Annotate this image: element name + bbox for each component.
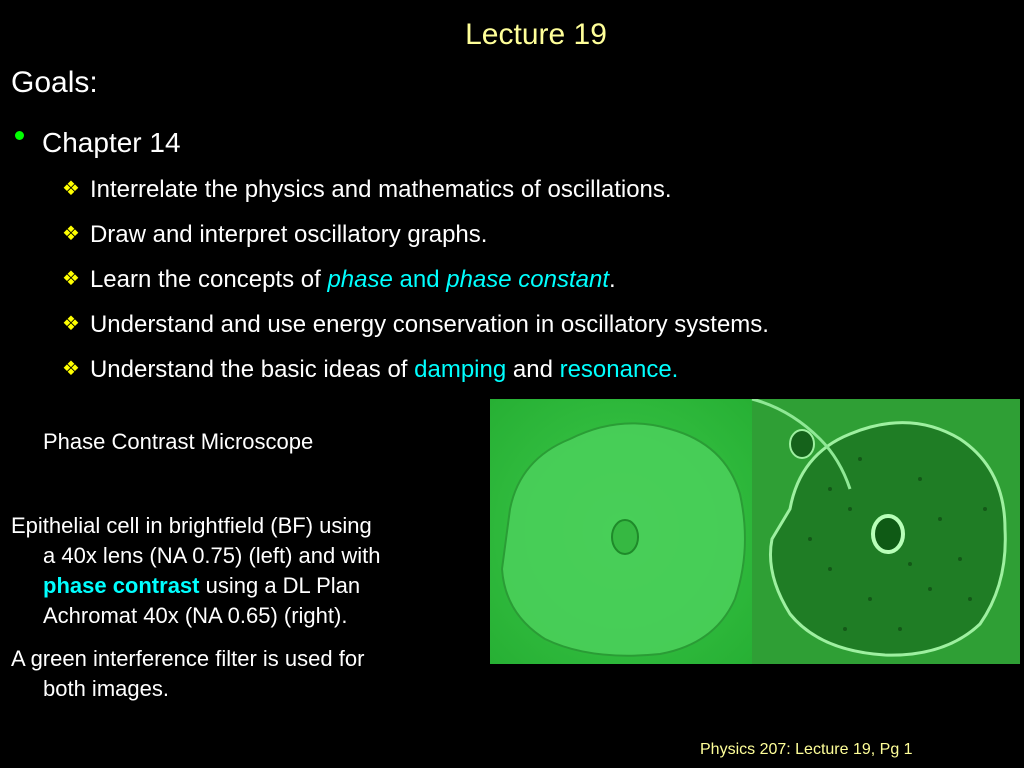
goal-text: Learn the concepts of [89, 266, 328, 293]
diamond-bullet-icon: ❖ [62, 268, 80, 290]
diamond-bullet-icon: ❖ [62, 313, 80, 335]
bullet-chapter [11, 127, 181, 159]
goal-item [62, 221, 487, 249]
goal-text: and [392, 266, 447, 293]
highlight-term: phase contrast [43, 573, 200, 598]
goal-item [62, 176, 672, 204]
description-line [11, 571, 486, 601]
highlight-term: damping [414, 356, 507, 383]
green-dot-icon [15, 131, 24, 140]
description-paragraph [11, 511, 486, 631]
diamond-bullet-icon: ❖ [62, 223, 80, 245]
description-line: Epithelial cell in brightfield (BF) using [11, 513, 372, 538]
highlight-term: phase [327, 266, 393, 293]
goal-text: Interrelate the physics and mathematics of oscillations. [89, 176, 672, 203]
description-line: A green interference filter is used for [11, 646, 365, 671]
goal-item [62, 356, 678, 384]
description-text: using a DL Plan [199, 573, 361, 598]
goals-heading: Goals: [11, 66, 98, 99]
microscope-image [490, 399, 1020, 664]
chapter-label: Chapter 14 [42, 127, 181, 158]
brightfield-nucleus [612, 520, 638, 554]
filter-paragraph [11, 644, 486, 704]
slide-title: Lecture 19 [465, 18, 607, 51]
goal-text: and [506, 356, 560, 383]
phase-contrast-vesicle [790, 430, 814, 458]
goal-text: . [609, 266, 616, 293]
goal-item [62, 266, 616, 294]
microscope-image-graphic [490, 399, 1020, 664]
goal-text: Understand the basic ideas of [89, 356, 415, 383]
diamond-bullet-icon: ❖ [62, 178, 80, 200]
highlight-term: resonance. [559, 356, 679, 383]
highlight-term: phase constant [446, 266, 610, 293]
goal-item [62, 311, 769, 339]
phase-contrast-nucleus [873, 516, 903, 552]
description-line: both images. [43, 676, 169, 701]
description-line: a 40x lens (NA 0.75) (left) and with [43, 543, 381, 568]
goal-text: Understand and use energy conservation in oscillatory systems. [89, 311, 769, 338]
image-caption: Phase Contrast Microscope [43, 429, 314, 454]
goal-text: Draw and interpret oscillatory graphs. [89, 221, 488, 248]
description-line: Achromat 40x (NA 0.65) (right). [43, 603, 348, 628]
diamond-bullet-icon: ❖ [62, 358, 80, 380]
slide-footer: Physics 207: Lecture 19, Pg 1 [700, 741, 913, 758]
